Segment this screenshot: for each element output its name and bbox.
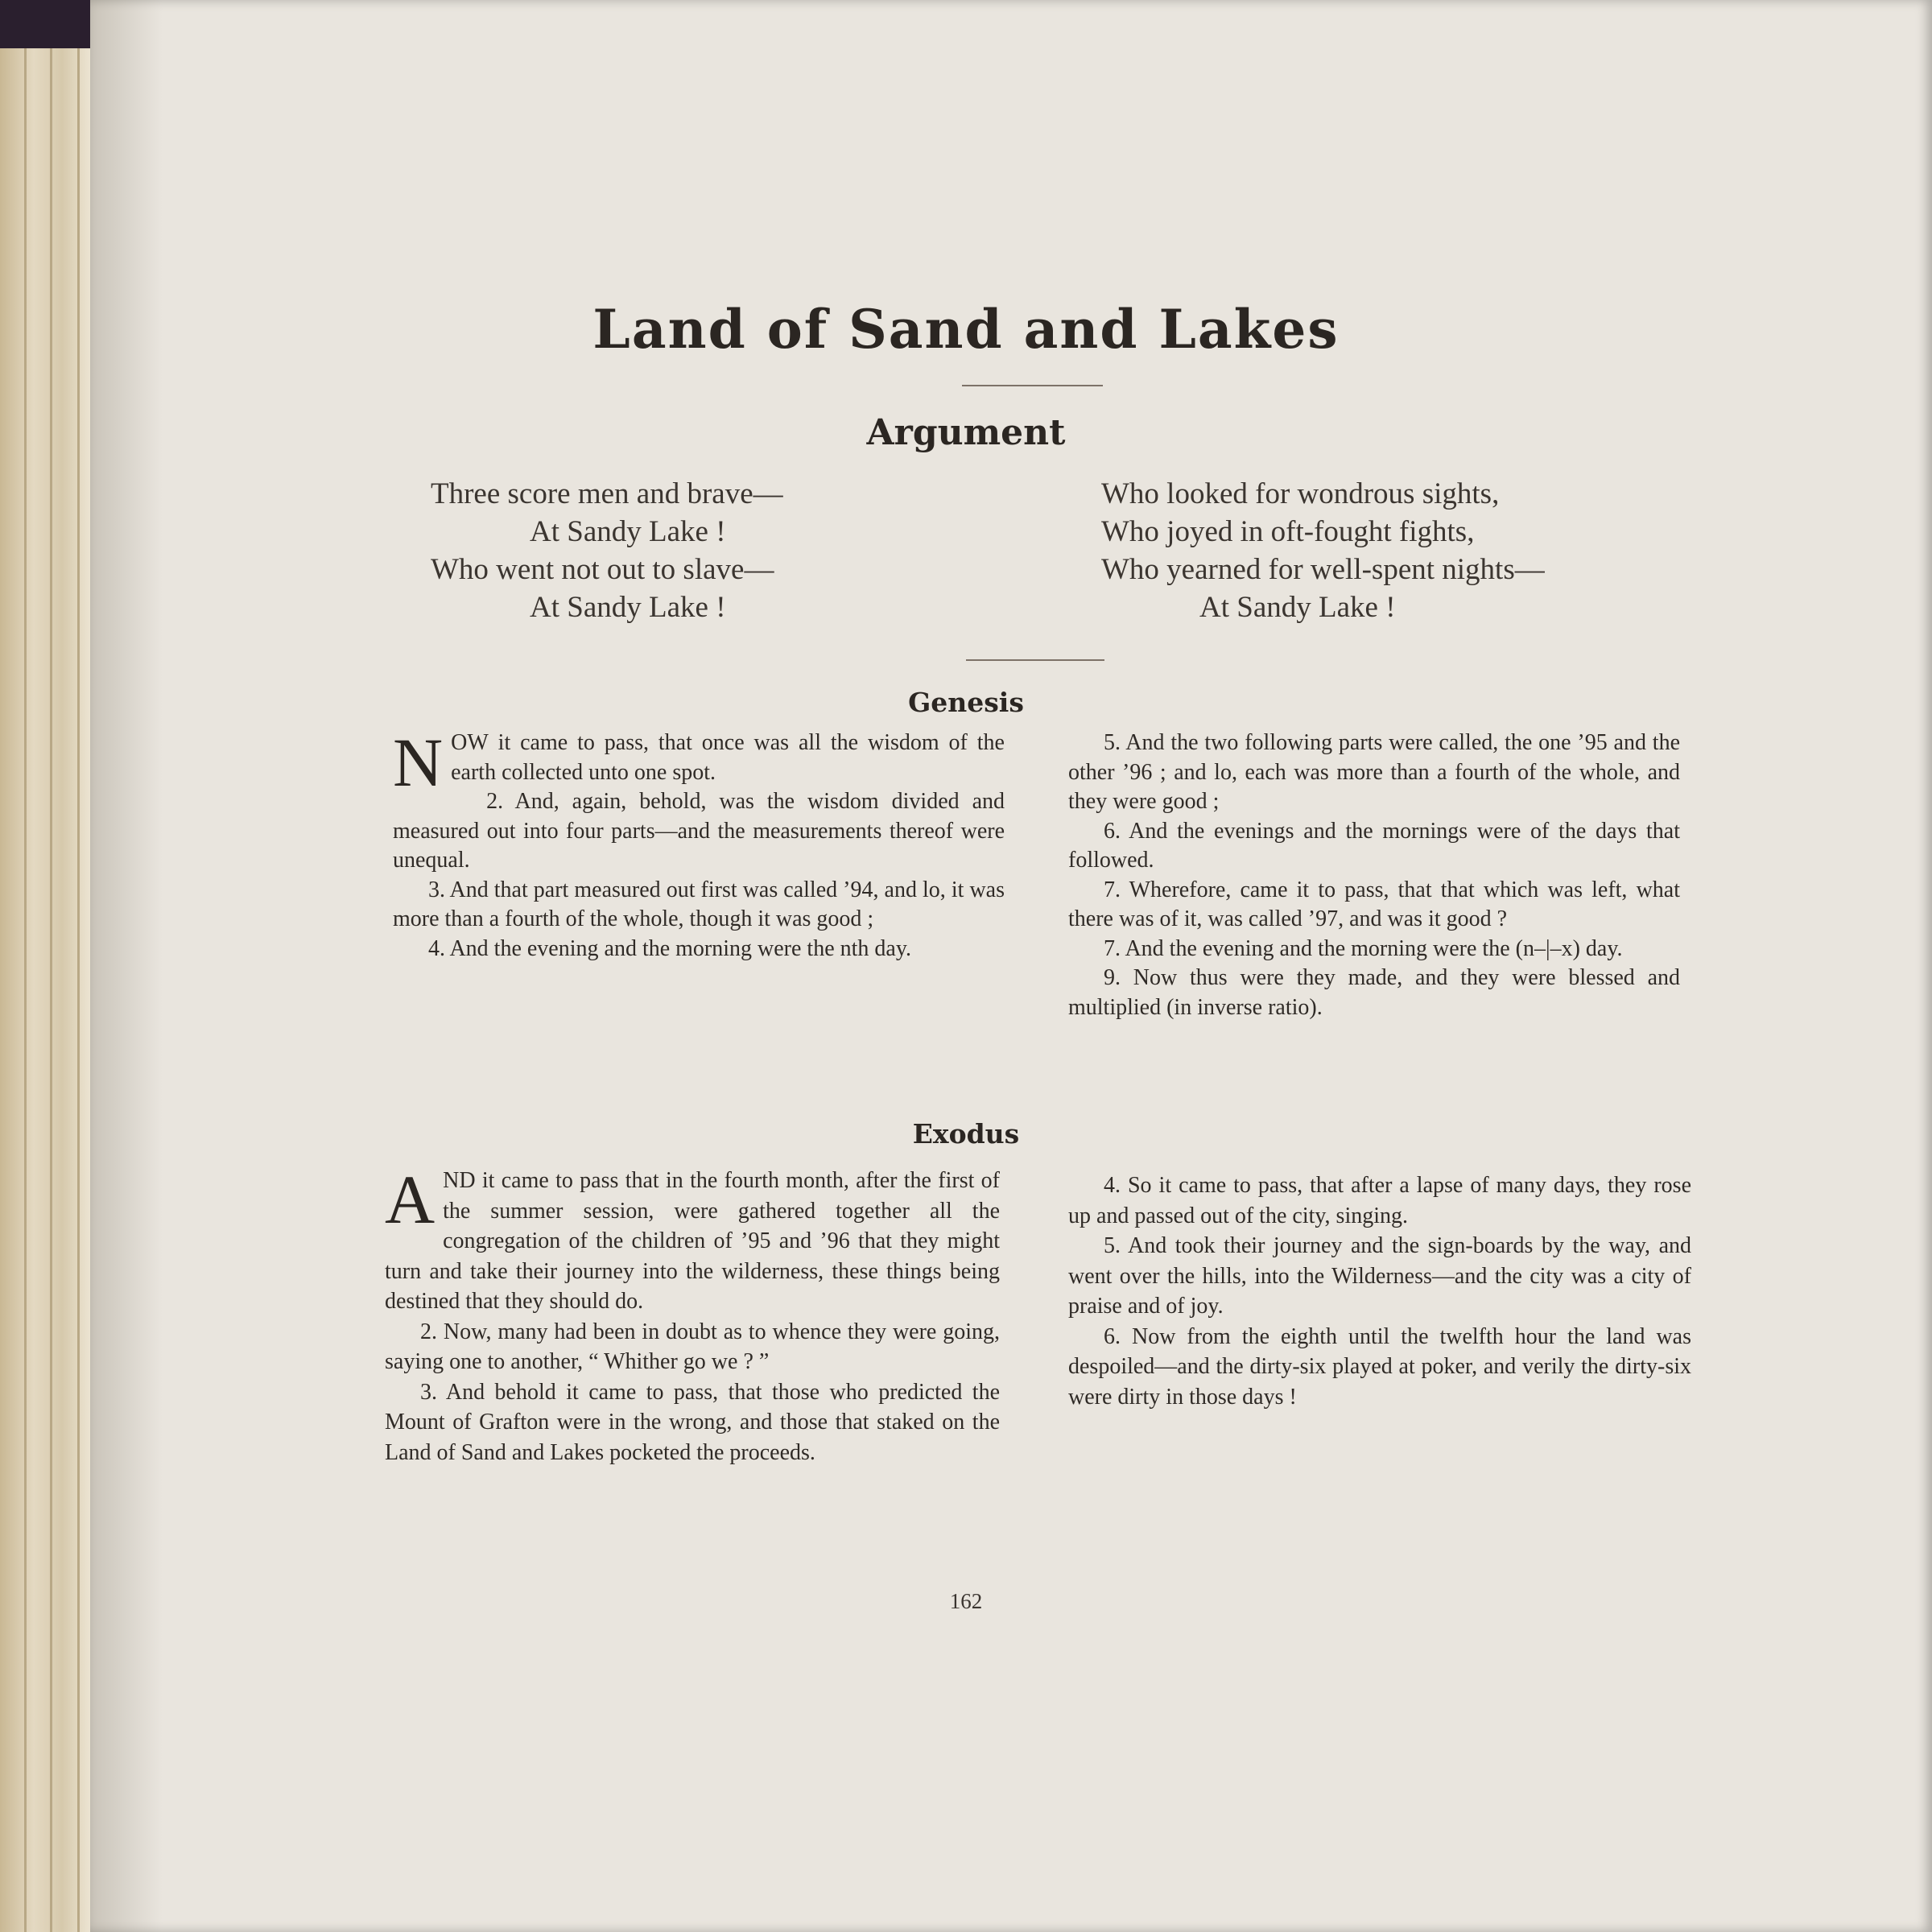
exodus-verse-6: 6. Now from the eighth until the twelfth hour the land was despoiled—and the dirty-six played at poker, and verily the dirty-six were dirty in those days !: [1068, 1323, 1691, 1410]
genesis-verse-9: 9. Now thus were they made, and they were blessed and multiplied (in inverse ratio).: [1068, 965, 1680, 1020]
poem-line: At Sandy Lake !: [1199, 591, 1396, 624]
dropcap: N: [393, 724, 444, 801]
exodus-left-column: [385, 1161, 1000, 1468]
genesis-right-column: [1068, 729, 1680, 1022]
page-title: Land of Sand and Lakes: [592, 298, 1340, 361]
title-rule: [962, 385, 1103, 386]
genesis-verse-2: 2. And, again, behold, was the wisdom divided and measured out into four parts—and the measurements thereof were unequal.: [393, 789, 1005, 873]
genesis-verse-4: 4. And the evening and the morning were the nth day.: [428, 935, 912, 961]
poem-line: Who joyed in oft-fought fights,: [1101, 515, 1475, 548]
genesis-verse-7b: 7. And the evening and the morning were the (n–|–x) day.: [1104, 935, 1623, 961]
poem-line: Who yearned for well-spent nights—: [1101, 553, 1545, 586]
genesis-left-column: [393, 724, 1005, 964]
exodus-verse-2: 2. Now, many had been in doubt as to whence they were going, saying one to another, “ Whither go we ? ”: [385, 1319, 1000, 1374]
genesis-verse-3: 3. And that part measured out first was called ’94, and lo, it was more than a fourth of the whole, though it was good ;: [393, 877, 1005, 931]
exodus-right-column: [1068, 1170, 1691, 1412]
genesis-verse-7a: 7. Wherefore, came it to pass, that that which was left, what there was of it, was called ’97, and was it good ?: [1068, 877, 1680, 931]
argument-right-stanza: [1101, 475, 1545, 626]
poem-line: Who went not out to slave—: [431, 553, 774, 586]
exodus-verse-5: 5. And took their journey and the sign-boards by the way, and went over the hills, into the Wilderness—and the city was a city of praise and of joy.: [1068, 1233, 1691, 1319]
exodus-verse-1: AND it came to pass that in the fourth month, after the first of the summer session, were gathered together all the congregation of the children of ’95 and ’96 that they might turn and take their journey into the wilderness, these things being destined that they should do.: [385, 1161, 1000, 1314]
poem-line: Who looked for wondrous sights,: [1101, 477, 1500, 510]
exodus-verse-4: 4. So it came to pass, that after a lapse of many days, they rose up and passed out of the city, singing.: [1068, 1173, 1691, 1228]
poem-line: At Sandy Lake !: [530, 515, 726, 548]
genesis-verse-5: 5. And the two following parts were called, the one ’95 and the other ’96 ; and lo, each was more than a fourth of the whole, and they were good ;: [1068, 730, 1680, 814]
page-number: 162: [949, 1589, 983, 1613]
argument-left-stanza: [431, 475, 783, 626]
argument-rule: [966, 659, 1104, 661]
dropcap: A: [385, 1161, 436, 1238]
genesis-verse-6: 6. And the evenings and the mornings were of the days that followed.: [1068, 818, 1680, 873]
exodus-heading: Exodus: [912, 1118, 1020, 1150]
genesis-verse-1: NOW it came to pass, that once was all the wisdom of the earth collected unto one spot.: [393, 724, 1005, 801]
argument-heading: Argument: [866, 412, 1066, 453]
poem-line: Three score men and brave—: [431, 477, 783, 510]
poem-line: At Sandy Lake !: [530, 591, 726, 624]
genesis-heading: Genesis: [908, 687, 1024, 718]
exodus-verse-3: 3. And behold it came to pass, that those who predicted the Mount of Grafton were in the wrong, and those that staked on the Land of Sand and Lakes pocketed the proceeds.: [385, 1379, 1000, 1465]
